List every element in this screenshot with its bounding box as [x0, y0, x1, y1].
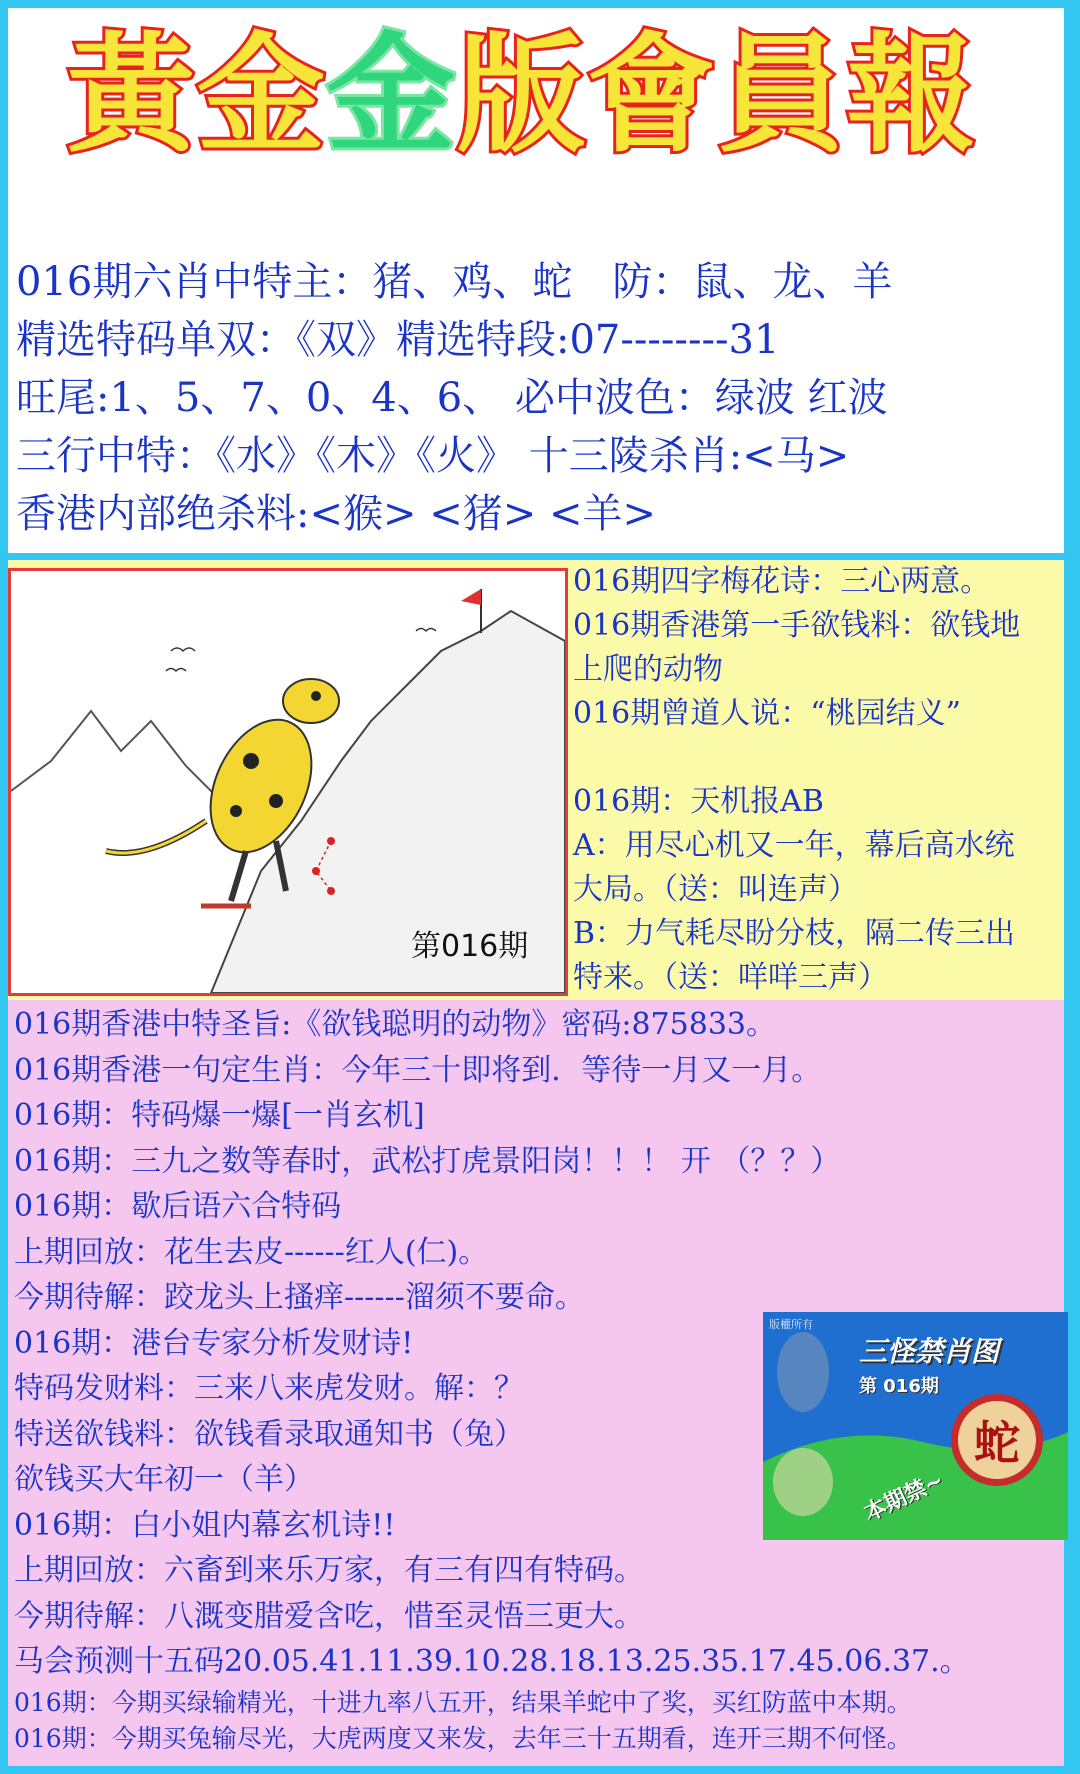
prediction-line: 旺尾:1、5、7、0、4、6、 必中波色：绿波 红波: [16, 375, 888, 421]
page-title: [66, 18, 1026, 173]
tip-line: 016期：白小姐内幕玄机诗!!: [14, 1507, 396, 1543]
tip-line: 特送欲钱料：欲钱看录取通知书（兔）: [14, 1416, 524, 1452]
prediction-line: 香港内部绝杀料:<猴> <猪> <羊>: [16, 491, 656, 537]
title-char: 版: [456, 20, 585, 170]
riddle-list: [573, 560, 1073, 1000]
title-char: 金: [196, 20, 325, 170]
spacer: [573, 736, 1073, 780]
riddle-line: 016期：天机报AB: [573, 784, 824, 819]
issue-label: 第016期: [411, 929, 529, 964]
banned-snake-icon: 蛇: [951, 1394, 1043, 1486]
tip-line: 016期：三九之数等春时，武松打虎景阳岗！！！ 开 （？？）: [14, 1143, 841, 1179]
card-title: 三怪禁肖图: [859, 1335, 1000, 1368]
riddle-line: 016期四字梅花诗：三心两意。: [573, 564, 991, 599]
tip-line: 特码发财料：三来八来虎发财。解：？: [14, 1371, 524, 1406]
tip-line: 今期待解：跤龙头上搔痒------溜须不要命。: [14, 1280, 585, 1315]
tip-line: 016期：特码爆一爆[一肖玄机]: [14, 1098, 425, 1133]
tip-line: 上期回放：六畜到来乐万家，有三有四有特码。: [14, 1553, 644, 1588]
title-char: 金: [326, 20, 455, 170]
tip-line: 欲钱买大年初一（羊）: [14, 1462, 314, 1497]
riddle-line: B：力气耗尽盼分枝，隔二传三出: [573, 916, 1016, 951]
riddle-line: 016期香港第一手欲钱料：欲钱地: [573, 608, 1021, 643]
card-issue: 第 016期: [859, 1376, 939, 1397]
tip-line: 016期：今期买兔输尽光，大虎两度又来发，去年三十五期看，连开三期不何怪。: [14, 1723, 912, 1753]
banned-zodiac-card: [763, 1312, 1068, 1540]
tip-line: 016期：港台专家分析发财诗!: [14, 1325, 414, 1361]
title-char: 會: [586, 20, 715, 170]
copyright-tag: 版權所有: [769, 1318, 813, 1331]
title-char: 報: [846, 20, 975, 170]
tip-line: 今期待解：八溉变腊爱含吃，惜至灵悟三更大。: [14, 1598, 644, 1634]
tip-line: 016期香港一句定生肖：今年三十即将到．等待一月又一月。: [14, 1052, 822, 1088]
tip-line: 016期：今期买绿输精光，十进九率八五开，结果羊蛇中了奖，买红防蓝中本期。: [14, 1687, 912, 1717]
riddle-line: 特来。（送：咩咩三声）: [573, 960, 888, 995]
tip-line: 马会预测十五码20.05.41.11.39.10.28.18.13.25.35.17.45.06.37.。: [14, 1644, 970, 1679]
title-char: 員: [716, 20, 845, 170]
middle-panel: [8, 560, 1064, 1000]
bottom-panel: [8, 1000, 1064, 1766]
tip-line: 016期香港中特圣旨:《欲钱聪明的动物》密码:875833。: [14, 1007, 776, 1042]
riddle-line: 上爬的动物: [573, 652, 723, 687]
prediction-line: 精选特码单双：《双》精选特段:07--------31: [16, 317, 780, 363]
riddle-line: 大局。（送：叫连声）: [573, 872, 858, 907]
prediction-line: 三行中特：《水》《木》《火》 十三陵杀肖:<马>: [16, 433, 850, 479]
tip-line: 上期回放：花生去皮------红人(仁)。: [14, 1234, 489, 1270]
riddle-line: 016期曾道人说：“桃园结义”: [573, 696, 961, 731]
prediction-line: 016期六肖中特主：猪、鸡、蛇 防：鼠、龙、羊: [16, 259, 893, 305]
dog-climbing-cartoon: [8, 568, 568, 996]
ban-label: 本期禁~: [860, 1468, 948, 1527]
prediction-list: [16, 253, 892, 543]
tip-line: 016期：歇后语六合特码: [14, 1189, 342, 1224]
riddle-line: A：用尽心机又一年，幕后高水统: [573, 828, 1015, 863]
title-char: 黃: [66, 20, 195, 170]
header-panel: [8, 8, 1064, 553]
